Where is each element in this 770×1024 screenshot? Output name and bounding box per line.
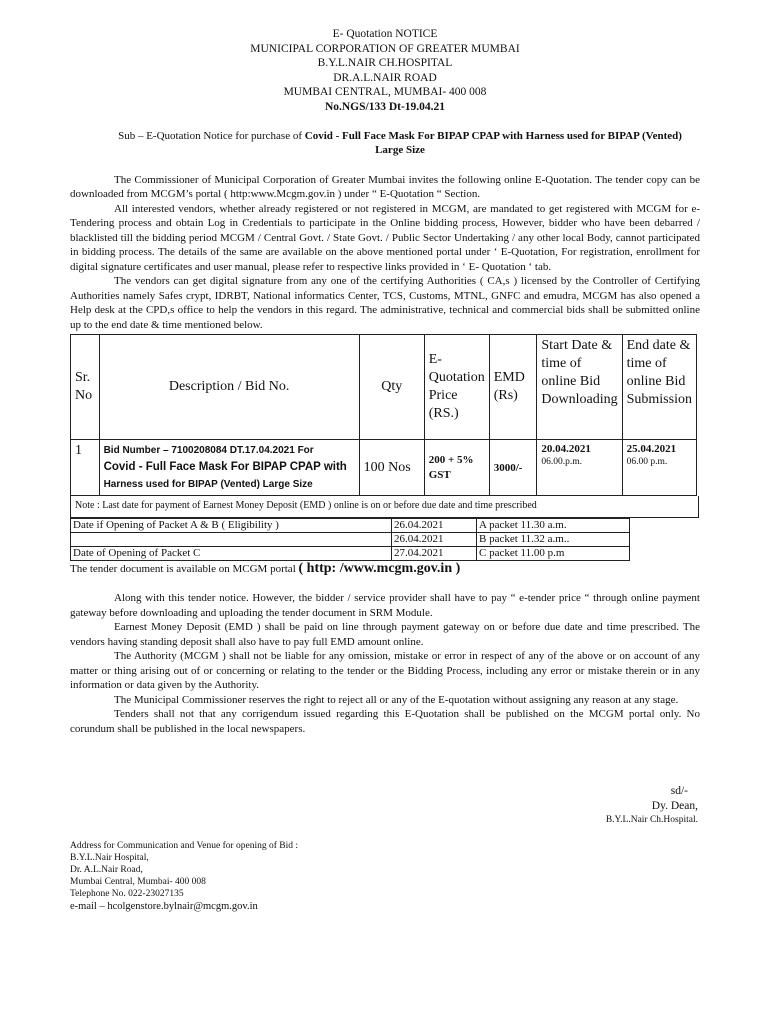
row-description — [99, 440, 359, 496]
opening-row-c — [71, 546, 630, 560]
signature-block — [70, 784, 700, 828]
paragraph-payment: Along with this tender notice. However, the bidder / service provider shall have to pay “ e-tender price “ through online payment gateway before downloading and uploading the tender document in SRM Module. — [70, 592, 700, 619]
paragraph-registration: All interested vendors, whether already registered or not registered in MCGM, are mandated to get registered with MCGM for e-Tendering process and obtain Log in Credentials to participate in the Online bidding process, However, bidder who have been debarred / blacklisted till the bidding period MCGM / Central Govt. / State Govt. / Public Sector Undertaking / any other local Body, cannot participated in bidding process. The details of the same are available on the above mentioned portal under ‘ E-Quotation, For registration, enrollment for digital signature certificates and user manual, please refer to respective links provided in ‘ E- Quotation ‘ tab. — [70, 202, 700, 273]
opening-date-c: 27.04.2021 — [392, 546, 477, 560]
row-end-time: 06.00 p.m. — [626, 457, 668, 468]
row-end — [622, 440, 696, 496]
opening-dates-table — [70, 518, 630, 561]
header-city: MUMBAI CENTRAL, MUMBAI- 400 008 — [283, 86, 487, 99]
header-reference: No.NGS/133 Dt-19.04.21 — [324, 100, 446, 113]
header-end-date: End date & time of online Bid Submission — [622, 335, 696, 440]
row-start — [537, 440, 622, 496]
header-price: E-Quotation Price (RS.) — [424, 335, 489, 440]
row-emd: 3000/- — [489, 440, 537, 496]
paragraph-digital-signature: The vendors can get digital signature from any one of the certifying Authorities ( CA,s ) licensed by the Controller of Certifying Authorities namely Safes crypt, IDRBT, National informatics Center, TCS, Customs, MTNL, GNFC and emudra, MCGM has also opened a Help desk at the CPD,s office to help the vendors in this regard. The administrative, technical and commercial bids shall be submitted online up to the end date & time mentioned below. — [70, 275, 700, 331]
subject-line — [110, 129, 690, 158]
row-item-name: Covid - Full Face Mask For BIPAP CPAP with — [103, 461, 347, 474]
paragraph-emd: Earnest Money Deposit (EMD ) shall be paid on line through payment gateway on or before due date and time prescribed. The vendors having standing deposit shall also have to pay full EMD amount online. — [70, 621, 700, 648]
bid-table — [70, 334, 697, 496]
row-bid-number: Bid Number – 7100208084 DT.17.04.2021 For — [103, 445, 314, 457]
header-start-date: Start Date & time of online Bid Downloading — [537, 335, 622, 440]
address-telephone: Telephone No. 022-23027135 — [70, 888, 184, 899]
paragraph-liability: The Authority (MCGM ) shall not be liable for any omission, mistake or error in respect of any of the above or on account of any matter or thing arising out of or concerning or relating to the tender or the Bidding Process, including any error or mistake therein or in any information or data given by the Authority. — [70, 650, 700, 692]
paragraph-rejection: The Municipal Commissioner reserves the right to reject all or any of the E-quotation without assigning any reason at any stage. — [114, 693, 679, 706]
row-price: 200 + 5% GST — [424, 440, 489, 496]
bid-table-row — [71, 440, 697, 496]
row-start-date: 20.04.2021 — [541, 443, 591, 456]
terms-section — [70, 591, 700, 736]
address-road: Dr. A.L.Nair Road, — [70, 864, 143, 875]
emd-note: Note : Last date for payment of Earnest Money Deposit (EMD ) online is on or before due date and time prescribed — [70, 496, 699, 518]
portal-line — [70, 562, 700, 577]
row-qty: 100 Nos — [359, 440, 424, 496]
paragraph-corrigendum: Tenders shall not that any corrigendum issued regarding this E-Quotation shall be published on the MCGM portal only. No corundum shall be published in the local newspapers. — [70, 708, 700, 735]
row-start-time: 06.00.p.m. — [541, 457, 583, 468]
header-emd: EMD (Rs) — [489, 335, 537, 440]
opening-time-a: A packet 11.30 a.m. — [477, 518, 630, 532]
notice-page — [70, 27, 700, 913]
row-sr: 1 — [71, 440, 100, 496]
opening-date-a: 26.04.2021 — [392, 518, 477, 532]
opening-time-b: B packet 11.32 a.m.. — [477, 532, 630, 546]
opening-row-b — [71, 532, 630, 546]
portal-text: The tender document is available on MCGM portal — [70, 562, 299, 575]
header-corporation: MUNICIPAL CORPORATION OF GREATER MUMBAI — [250, 42, 520, 55]
bid-table-header — [71, 335, 697, 440]
address-city: Mumbai Central, Mumbai- 400 008 — [70, 876, 206, 887]
header-hospital: B.Y.L.NAIR CH.HOSPITAL — [317, 57, 453, 70]
opening-label-ab: Date if Opening of Packet A & B ( Eligibility ) — [71, 518, 392, 532]
subject-item: Covid - Full Face Mask For BIPAP CPAP with Harness used for BIPAP (Vented) Large Size — [304, 129, 682, 157]
paragraph-invitation: The Commissioner of Municipal Corporation of Greater Mumbai invites the following online E-Quotation. The tender copy can be downloaded from MCGM’s portal ( http:www.Mcgm.gov.in ) under “ E-Quotation “ Section. — [70, 173, 700, 201]
signature-org: B.Y.L.Nair Ch.Hospital. — [605, 815, 698, 826]
signature-name: Dy. Dean, — [651, 799, 698, 812]
notice-header — [70, 27, 700, 115]
opening-label-empty — [71, 532, 392, 546]
signature-sd: sd/- — [670, 785, 688, 798]
subject-prefix: Sub – E-Quotation Notice for purchase of — [118, 129, 305, 142]
opening-time-c: C packet 11.00 p.m — [477, 546, 630, 560]
address-email[interactable]: e-mail – hcolgenstore.bylnair@mcgm.gov.in — [70, 900, 258, 912]
address-heading: Address for Communication and Venue for opening of Bid : — [70, 840, 299, 851]
header-sr: Sr. No — [71, 335, 100, 440]
opening-label-c: Date of Opening of Packet C — [71, 546, 392, 560]
row-end-date: 25.04.2021 — [626, 443, 677, 456]
opening-row-ab — [71, 518, 630, 532]
header-road: DR.A.L.NAIR ROAD — [333, 71, 437, 84]
header-title: E- Quotation NOTICE — [332, 28, 438, 40]
address-block — [70, 840, 700, 913]
portal-link[interactable]: ( http: /www.mcgm.gov.in ) — [298, 560, 461, 576]
header-qty: Qty — [359, 335, 424, 440]
opening-date-b: 26.04.2021 — [392, 532, 477, 546]
row-item-detail: Harness used for BIPAP (Vented) Large Size — [103, 479, 313, 491]
header-description: Description / Bid No. — [99, 335, 359, 440]
address-hospital: B.Y.L.Nair Hospital, — [70, 852, 149, 863]
